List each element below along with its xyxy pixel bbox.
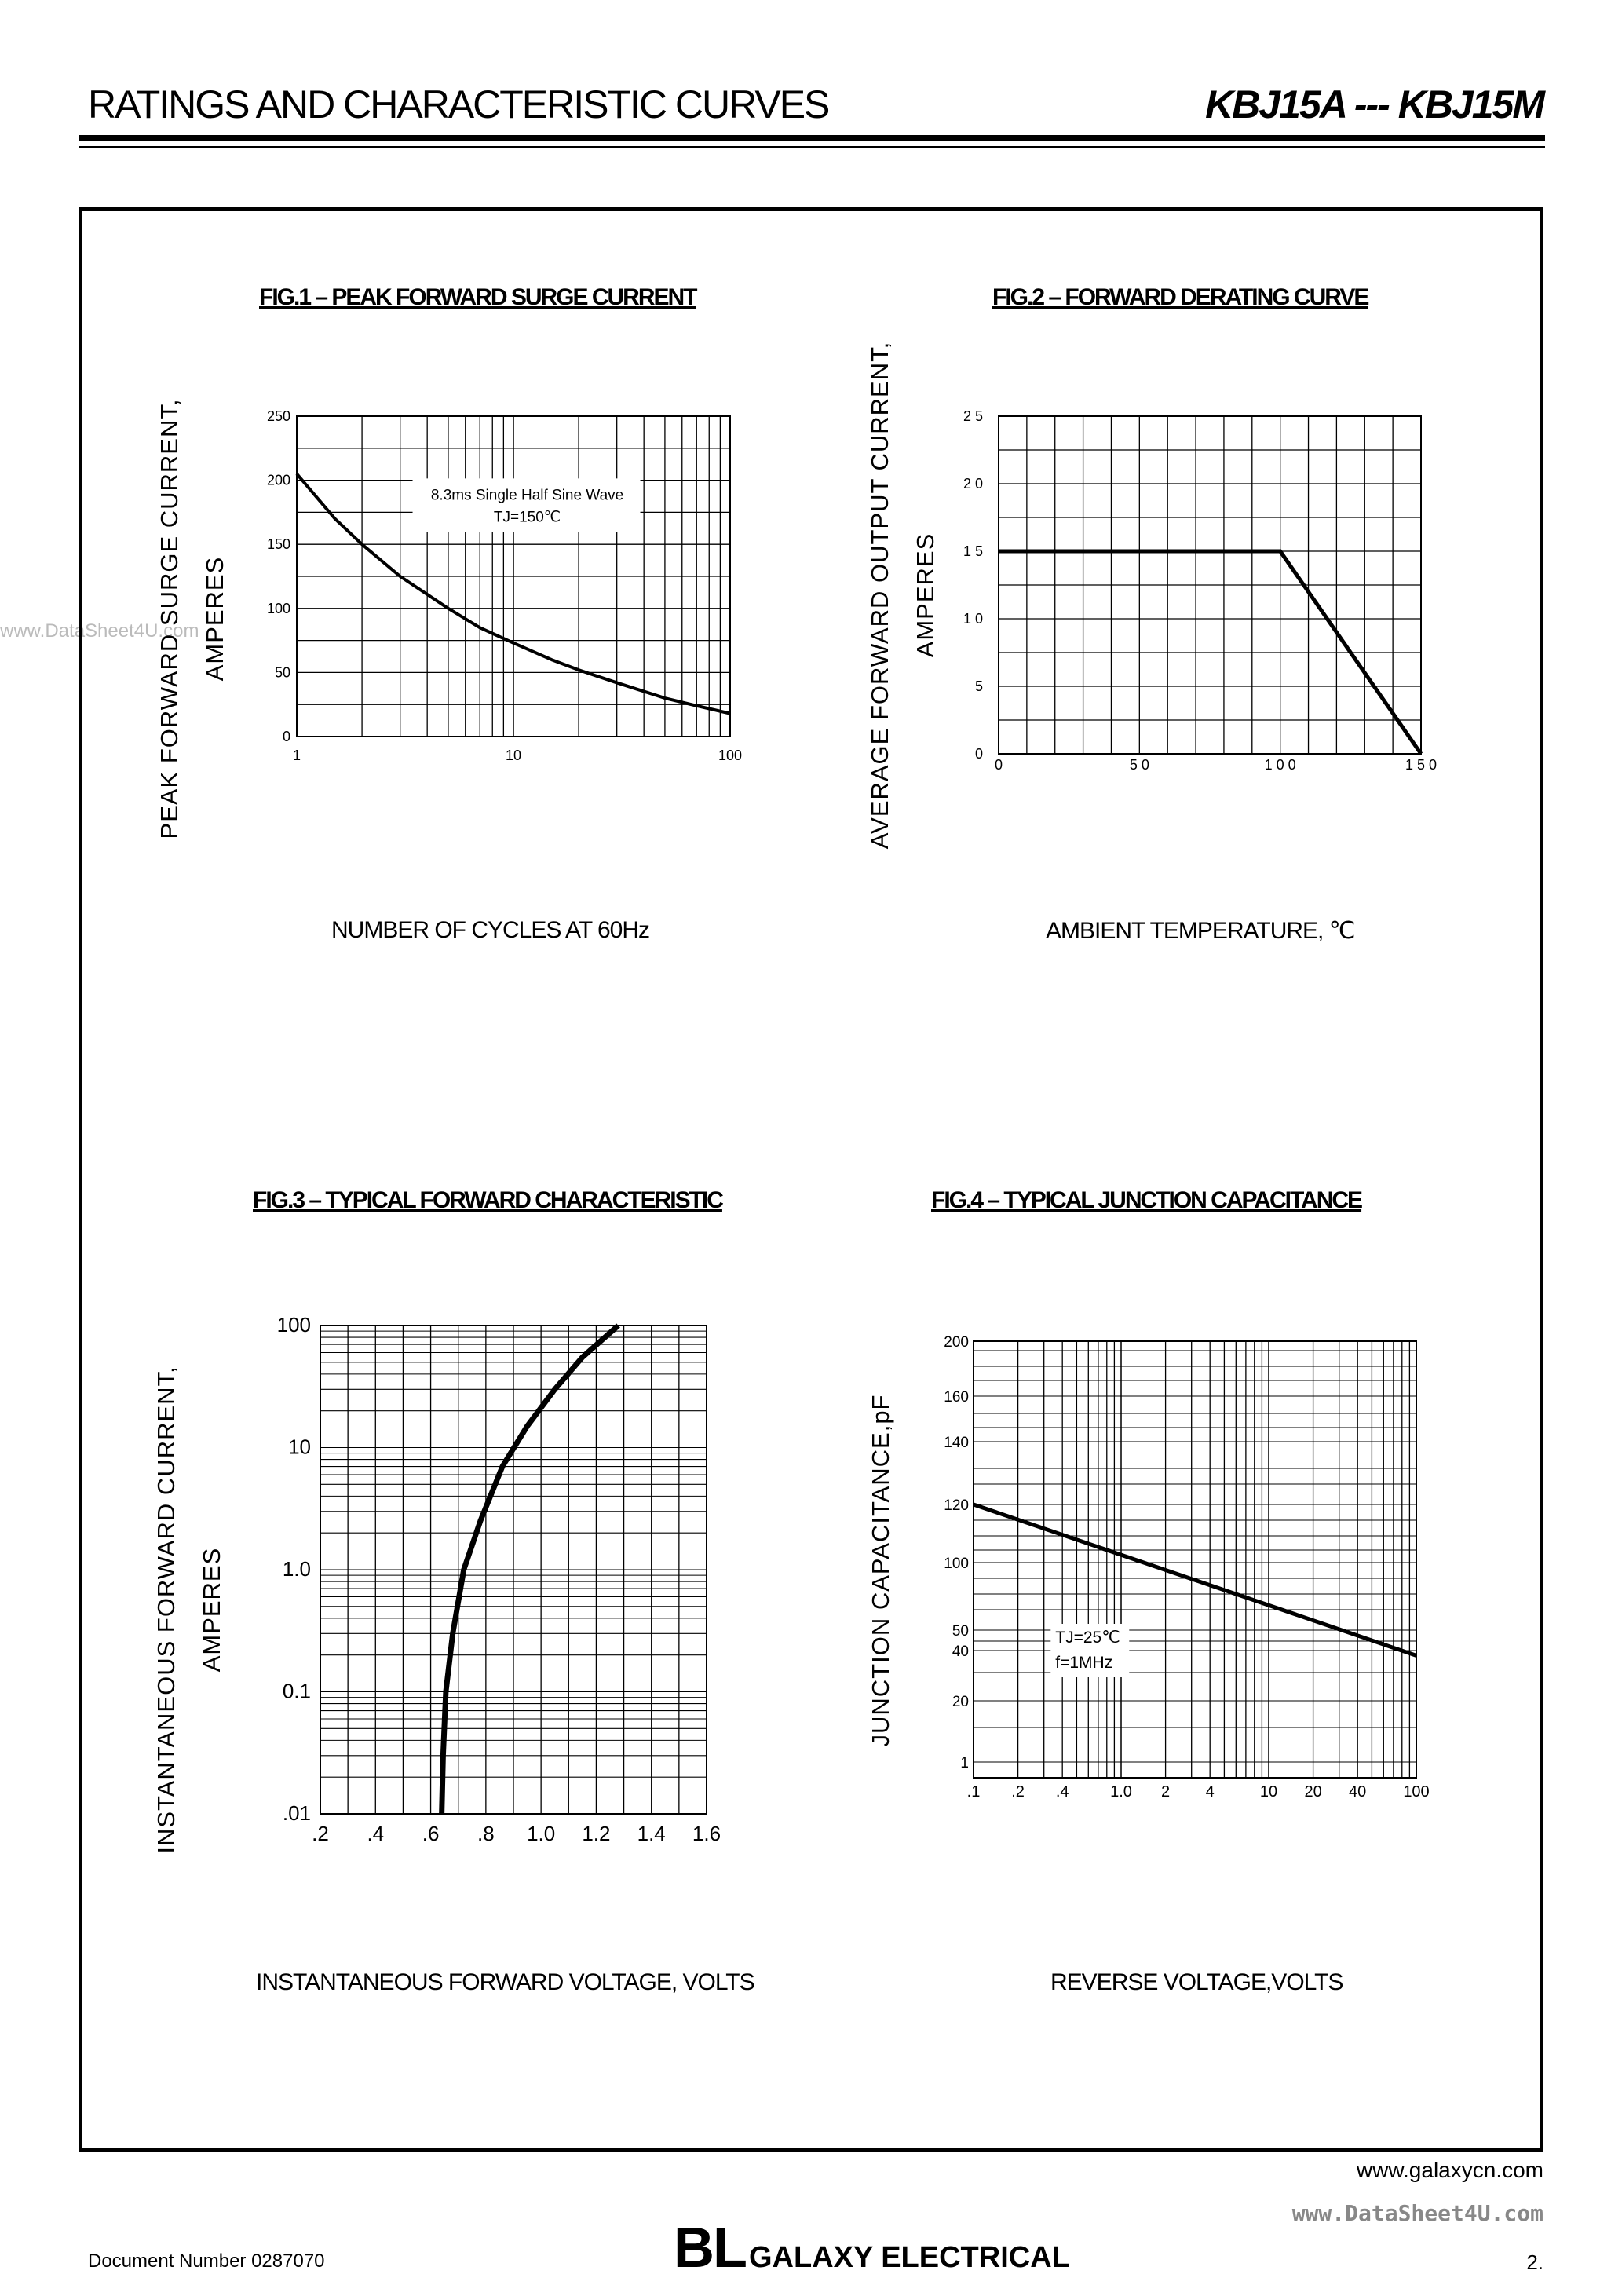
fig2-ylabel: AVERAGE FORWARD OUTPUT CURRENT, AMPERES — [866, 341, 939, 850]
fig1-xtick-label: 1 — [292, 748, 301, 763]
fig4-ylabel: JUNCTION CAPACITANCE,pF — [867, 1394, 894, 1747]
fig2-xtick-label: 1 5 0 — [1405, 757, 1438, 773]
fig4-curve — [974, 1504, 1416, 1655]
fig4-xtick-label: 2 — [1161, 1783, 1171, 1801]
fig1-xlabel: NUMBER OF CYCLES AT 60Hz — [331, 917, 649, 943]
fig3-ytick-label: 10 — [288, 1435, 311, 1459]
fig3-ytick-label: 100 — [276, 1313, 311, 1336]
fig3-xtick-label: .8 — [477, 1822, 495, 1845]
brand-logo — [674, 2216, 1070, 2280]
fig4-xtick-label: 10 — [1259, 1783, 1278, 1801]
brand-name: GALAXY ELECTRICAL — [748, 2241, 1070, 2274]
fig4-ytick-label: 40 — [952, 1643, 969, 1660]
fig3-xlabel: INSTANTANEOUS FORWARD VOLTAGE, VOLTS — [256, 1969, 754, 1995]
part-range: KBJ15A --- KBJ15M — [1205, 82, 1543, 126]
fig1-xtick-label: 10 — [505, 748, 522, 763]
fig1-ytick-label: 250 — [266, 408, 290, 424]
fig1-ytick-label: 50 — [274, 664, 290, 681]
fig1-ylabel: PEAK FORWARD SURGE CURRENT, AMPERES — [155, 398, 228, 839]
fig4-ytick-label: 100 — [944, 1556, 969, 1572]
fig4-ytick-label: 140 — [944, 1435, 969, 1451]
fig3-ylabel: INSTANTANEOUS FORWARD CURRENT, AMPERES — [152, 1366, 225, 1854]
fig2-xlabel: AMBIENT TEMPERATURE, ℃ — [1046, 918, 1355, 944]
fig3-ytick-label: 1.0 — [282, 1557, 311, 1581]
fig4-xtick-label: .1 — [966, 1783, 981, 1801]
fig2-ytick-label: 1 5 — [963, 543, 983, 559]
fig2-ytick-label: 1 0 — [963, 611, 983, 627]
footer-watermark: www.DataSheet4U.com — [1291, 2200, 1543, 2226]
fig4-ytick-label: 200 — [944, 1334, 969, 1351]
document-number: Document Number 0287070 — [88, 2250, 325, 2272]
fig2-xtick-label: 0 — [994, 757, 1003, 773]
fig4-xtick-label: .2 — [1011, 1783, 1025, 1801]
fig1-ytick-label: 200 — [266, 472, 290, 488]
fig1-title: FIG.1 – PEAK FORWARD SURGE CURRENT — [259, 284, 696, 310]
fig3-ytick-label: .01 — [282, 1801, 311, 1825]
fig2-ytick-label: 0 — [974, 746, 983, 762]
fig4-title: FIG.4 – TYPICAL JUNCTION CAPACITANCE — [931, 1187, 1362, 1213]
page-title: RATINGS AND CHARACTERISTIC CURVES — [88, 82, 829, 126]
fig4-plot-frame — [974, 1341, 1416, 1778]
fig2-xtick-label: 1 0 0 — [1264, 757, 1296, 773]
fig2-ytick-label: 2 0 — [963, 476, 983, 492]
fig2-ytick-label: 2 5 — [963, 408, 983, 424]
fig1-ytick-label: 0 — [282, 729, 290, 744]
fig4-xtick-label: 20 — [1304, 1783, 1322, 1801]
fig3-xtick-label: 1.0 — [527, 1822, 556, 1845]
fig4-ytick-label: 20 — [952, 1694, 969, 1710]
fig4-xlabel: REVERSE VOLTAGE,VOLTS — [1050, 1969, 1343, 1995]
fig1-annotation-line2: TJ=150℃ — [493, 509, 561, 526]
fig3-xtick-label: 1.2 — [582, 1822, 611, 1845]
left-watermark: www.DataSheet4U.com — [0, 620, 199, 642]
footer-website[interactable]: www.galaxycn.com — [1356, 2158, 1543, 2182]
brand-bl: BL — [674, 2217, 746, 2280]
page-number: 2. — [1526, 2250, 1543, 2274]
fig4-xtick-label: 4 — [1205, 1783, 1215, 1801]
fig3-ytick-label: 0.1 — [282, 1679, 311, 1703]
fig4-xtick-label: 100 — [1403, 1783, 1430, 1801]
fig4-ytick-label: 1 — [960, 1755, 969, 1771]
fig2-title: FIG.2 – FORWARD DERATING CURVE — [992, 284, 1368, 310]
fig3-title: FIG.3 – TYPICAL FORWARD CHARACTERISTIC — [253, 1187, 722, 1213]
fig1-annotation-line1: 8.3ms Single Half Sine Wave — [430, 487, 624, 504]
fig1-xtick-label: 100 — [718, 748, 743, 763]
fig3-xtick-label: .2 — [312, 1822, 329, 1845]
fig4-ytick-label: 50 — [952, 1623, 969, 1640]
fig4-annotation-line1: TJ=25℃ — [1055, 1629, 1120, 1647]
fig4-annotation-line2: f=1MHz — [1055, 1654, 1113, 1672]
fig2-xtick-label: 5 0 — [1129, 757, 1149, 773]
fig3-xtick-label: .4 — [367, 1822, 385, 1845]
fig4-xtick-label: 1.0 — [1110, 1783, 1132, 1801]
fig3-xtick-label: 1.4 — [637, 1822, 666, 1845]
fig4-xtick-label: .4 — [1055, 1783, 1069, 1801]
fig4-ytick-label: 120 — [944, 1497, 969, 1514]
fig1-ytick-label: 150 — [266, 536, 290, 553]
fig2-ytick-label: 5 — [974, 678, 983, 694]
fig4-xtick-label: 40 — [1349, 1783, 1367, 1801]
fig3-xtick-label: .6 — [422, 1822, 440, 1845]
fig3-xtick-label: 1.6 — [692, 1822, 721, 1845]
fig1-ytick-label: 100 — [266, 600, 290, 616]
fig4-ytick-label: 160 — [944, 1389, 969, 1406]
